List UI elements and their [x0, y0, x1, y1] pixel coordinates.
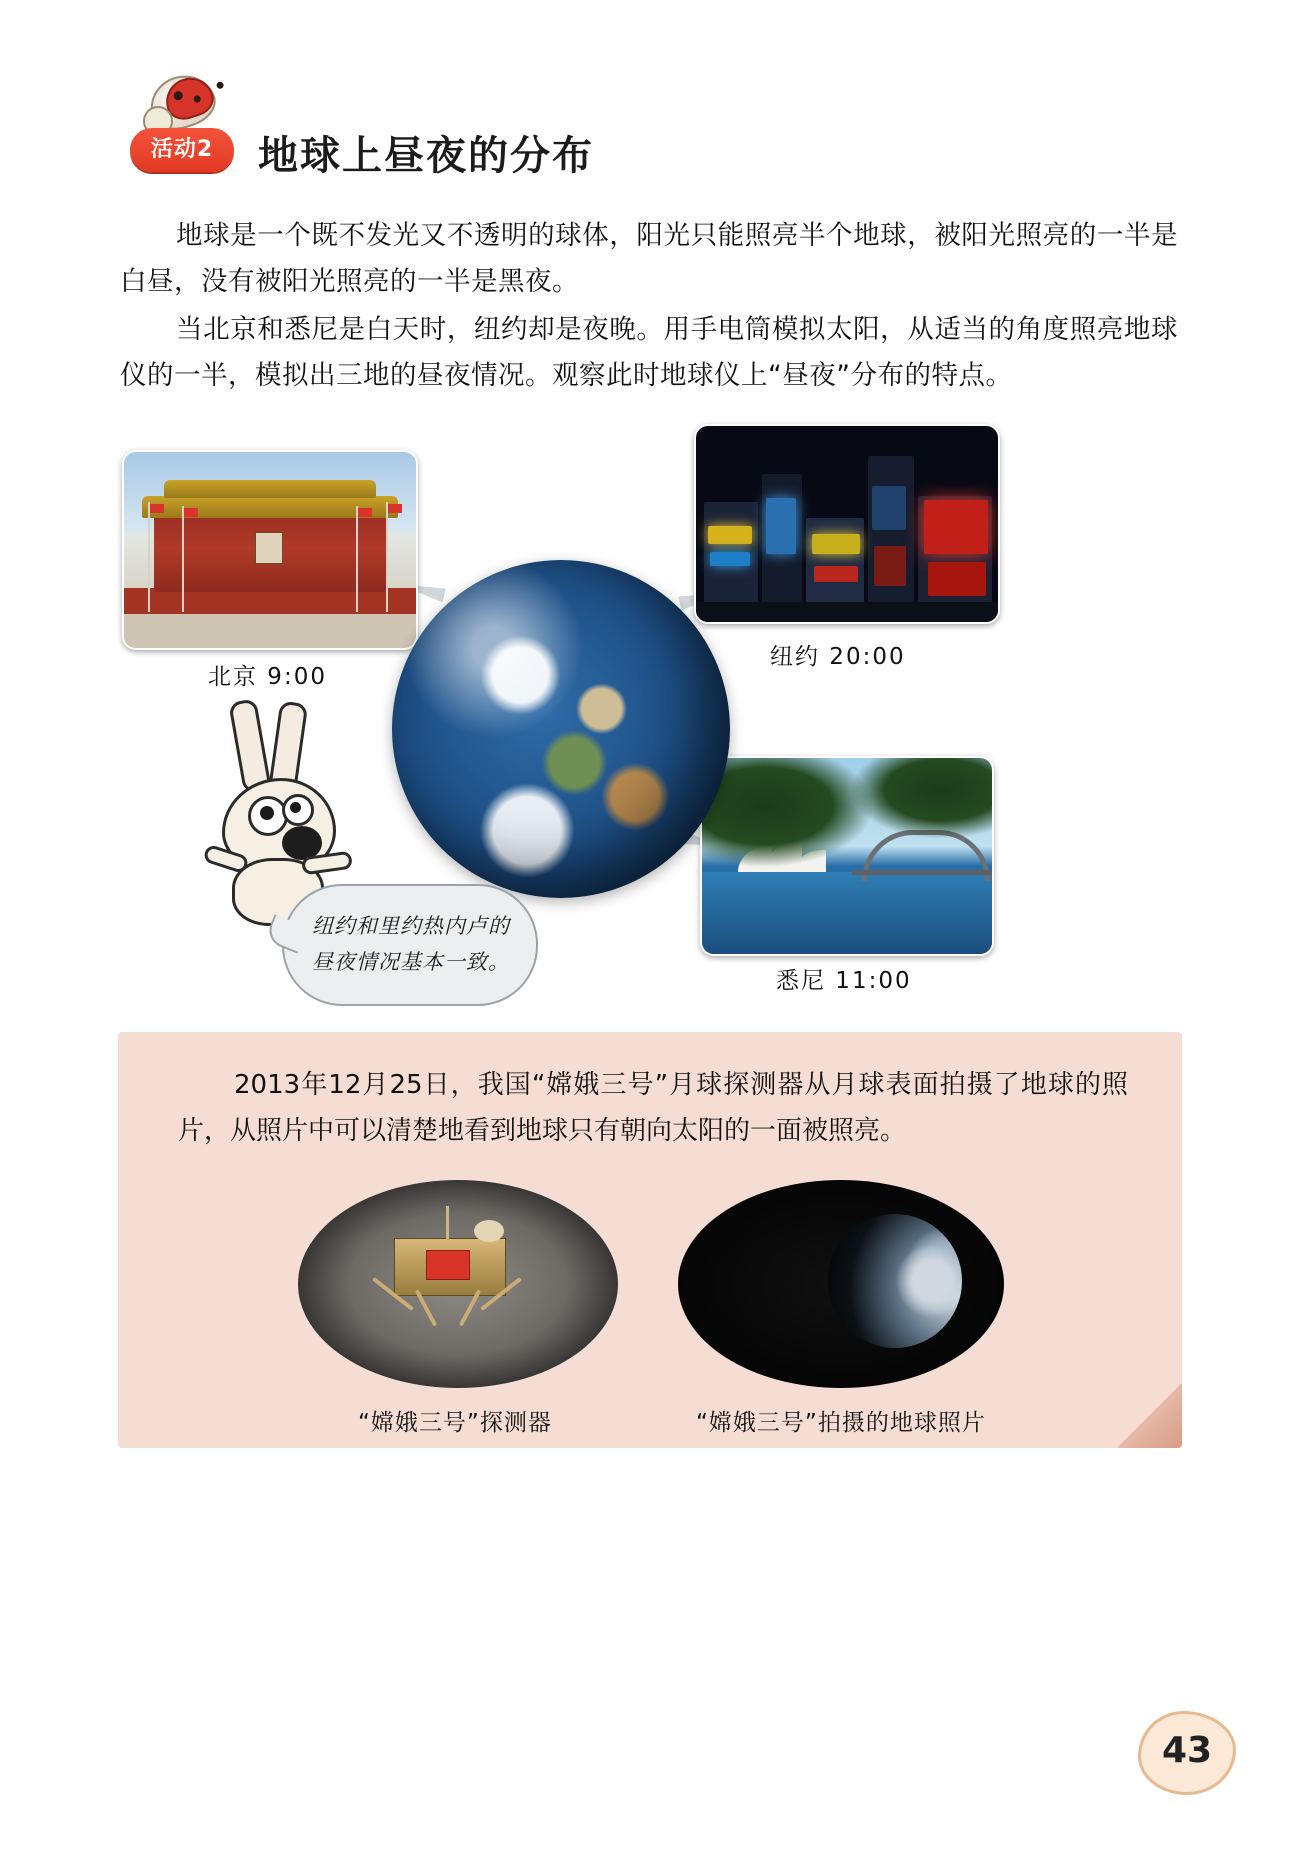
panel-paragraph: 2013年12月25日，我国“嫦娥三号”月球探测器从月球表面拍摄了地球的照片，从照片中可以清楚地看到地球只有朝向太阳的一面被照亮。 [178, 1070, 1128, 1146]
caption-newyork: 纽约 20:00 [770, 644, 906, 670]
page-title: 地球上昼夜的分布 [258, 133, 594, 179]
page-number-badge [1138, 1711, 1236, 1795]
speech-bubble-text: 纽约和里约热内卢的昼夜情况基本一致。 [312, 914, 510, 974]
caption-earth-photo: “嫦娥三号”拍摄的地球照片 [696, 1410, 986, 1436]
caption-sydney: 悉尼 11:00 [776, 968, 912, 994]
info-panel [118, 1032, 1182, 1448]
caption-beijing: 北京 9:00 [208, 664, 327, 690]
photo-beijing [122, 450, 418, 650]
photo-earth-from-moon [678, 1180, 1004, 1388]
paragraph-2: 当北京和悉尼是白天时，纽约却是夜晚。用手电筒模拟太阳，从适当的角度照亮地球仪的一半，模拟出三地的昼夜情况。观察此时地球仪上“昼夜”分布的特点。 [120, 314, 1178, 391]
photo-sydney [700, 756, 994, 956]
caption-lander: “嫦娥三号”探测器 [358, 1410, 552, 1436]
earth-globe-image [392, 560, 730, 898]
activity-badge-label: 活动2 [150, 137, 214, 162]
paragraph-1: 地球是一个既不发光又不透明的球体，阳光只能照亮半个地球，被阳光照亮的一半是白昼，没有被阳光照亮的一半是黑夜。 [120, 220, 1178, 297]
photo-newyork [694, 424, 1000, 624]
activity-header [130, 72, 890, 202]
panel-folded-corner [1118, 1384, 1182, 1448]
photo-change-e-3-lander [298, 1180, 618, 1388]
page-number: 43 [1161, 1730, 1213, 1771]
speech-bubble [282, 884, 538, 1006]
activity-badge [130, 128, 234, 172]
